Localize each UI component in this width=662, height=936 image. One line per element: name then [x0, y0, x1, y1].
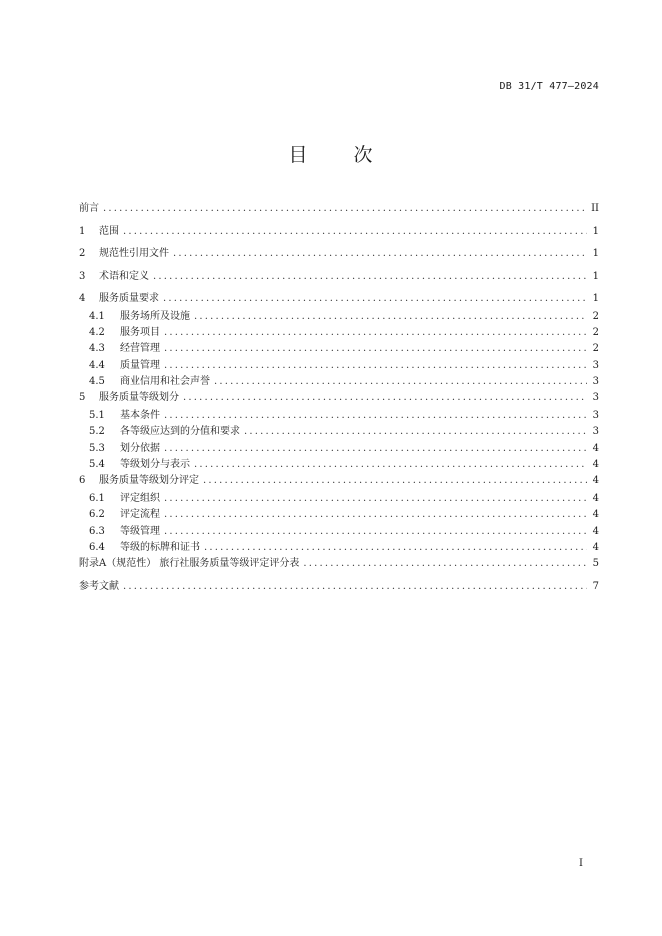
toc-entry-title: 基本条件: [120, 410, 160, 421]
toc-leader-dots: [103, 201, 587, 216]
toc-leader-dots: [164, 408, 587, 423]
toc-entry[interactable]: [79, 441, 599, 455]
toc-entry[interactable]: [79, 408, 599, 422]
toc-entry[interactable]: [79, 246, 599, 261]
toc-entry-page: 4: [592, 525, 599, 537]
toc-entry-page: 1: [592, 270, 599, 282]
toc-entry[interactable]: [79, 269, 599, 284]
toc-leader-dots: [194, 457, 587, 472]
toc-entry-title: 附录A（规范性） 旅行社服务质量等级评定评分表: [79, 558, 300, 570]
toc-entry-number: 1: [79, 225, 86, 237]
toc-entry-title: 商业信用和社会声誉: [120, 376, 210, 388]
toc-entry[interactable]: [79, 341, 599, 355]
toc-entry-page: 1: [592, 248, 599, 260]
toc-leader-dots: [164, 491, 587, 506]
toc-entry[interactable]: [79, 579, 599, 594]
toc-entry-page: 1: [592, 293, 599, 305]
toc-leader-dots: [194, 309, 587, 324]
toc-entry[interactable]: [79, 390, 599, 405]
toc-entry-number: 5: [79, 392, 86, 404]
toc-leader-dots: [164, 341, 587, 356]
toc-entry-title: 前言: [79, 203, 99, 214]
toc-entry[interactable]: [79, 507, 599, 521]
toc-entry-title: 等级的标牌和证书: [120, 541, 200, 553]
toc-entry-number: 5.4: [89, 459, 105, 471]
page-title: 目 次: [288, 144, 374, 166]
toc-entry-title: 规范性引用文件: [99, 248, 169, 260]
toc-entry[interactable]: [79, 491, 599, 505]
toc-entry[interactable]: [79, 309, 599, 323]
toc-entry-title: 划分依据: [120, 442, 160, 454]
toc-entry-page: 4: [592, 459, 599, 471]
toc-entry-title: 范围: [99, 225, 119, 237]
toc-entry[interactable]: [79, 473, 599, 488]
toc-entry-title: 服务项目: [120, 327, 160, 339]
toc-entry-number: 3: [79, 270, 86, 282]
toc-entry-page: II: [591, 203, 599, 214]
toc-entry-number: 6.4: [89, 541, 105, 553]
toc-entry[interactable]: [79, 374, 599, 388]
toc-leader-dots: [303, 556, 587, 571]
toc-leader-dots: [164, 441, 587, 456]
toc-leader-dots: [214, 374, 587, 389]
toc-entry-number: 4.4: [89, 359, 105, 371]
toc-entry-title: 评定组织: [120, 492, 160, 504]
toc-entry-page: 4: [592, 509, 599, 521]
toc-entry[interactable]: [79, 556, 599, 571]
toc-entry-page: 3: [592, 392, 599, 404]
toc-entry-page: 4: [592, 492, 599, 504]
toc-entry-page: 5: [592, 558, 599, 570]
table-of-contents: [79, 201, 599, 601]
toc-entry-number: 2: [79, 248, 86, 260]
toc-entry[interactable]: [79, 358, 599, 372]
toc-entry[interactable]: [79, 291, 599, 306]
toc-entry-number: 6.3: [89, 525, 105, 537]
toc-entry-title: 经营管理: [120, 343, 160, 355]
toc-entry[interactable]: [79, 457, 599, 471]
toc-entry-page: 1: [592, 225, 599, 237]
toc-leader-dots: [183, 390, 587, 405]
toc-entry-title: 各等级应达到的分值和要求: [120, 426, 240, 438]
toc-entry-title: 服务质量等级划分: [99, 392, 179, 404]
toc-entry-page: 4: [592, 541, 599, 553]
toc-leader-dots: [123, 579, 587, 594]
toc-entry[interactable]: [79, 224, 599, 239]
toc-entry-number: 6: [79, 475, 86, 487]
toc-leader-dots: [153, 269, 587, 284]
toc-leader-dots: [203, 473, 587, 488]
toc-entry-page: 7: [592, 580, 599, 592]
toc-entry-title: 术语和定义: [99, 270, 149, 282]
toc-entry-number: 5.3: [89, 442, 105, 454]
toc-entry-page: 3: [592, 410, 599, 421]
toc-entry-number: 4.3: [89, 343, 105, 355]
toc-leader-dots: [204, 540, 587, 555]
toc-entry-title: 评定流程: [120, 509, 160, 521]
toc-entry-number: 5.2: [89, 426, 105, 438]
toc-entry[interactable]: [79, 424, 599, 438]
toc-leader-dots: [164, 325, 587, 340]
toc-entry-page: 3: [592, 376, 599, 388]
standard-number: DB 31/T 477—2024: [499, 81, 599, 92]
toc-entry[interactable]: [79, 201, 599, 216]
toc-entry-number: 5.1: [89, 410, 105, 421]
toc-leader-dots: [164, 524, 587, 539]
toc-entry-page: 3: [592, 426, 599, 438]
toc-entry-number: 4: [79, 293, 86, 305]
toc-leader-dots: [173, 246, 587, 261]
toc-entry-page: 3: [592, 359, 599, 371]
toc-entry-page: 2: [592, 310, 599, 322]
toc-entry[interactable]: [79, 325, 599, 339]
toc-entry-title: 质量管理: [120, 359, 160, 371]
toc-entry-number: 4.2: [89, 327, 105, 339]
toc-entry-page: 2: [592, 327, 599, 339]
toc-leader-dots: [164, 358, 587, 373]
toc-entry-page: 4: [592, 442, 599, 454]
toc-entry[interactable]: [79, 540, 599, 554]
toc-entry-number: 6.2: [89, 509, 105, 521]
toc-entry-number: 4.1: [89, 310, 105, 322]
toc-entry-number: 6.1: [89, 492, 105, 504]
toc-entry-title: 服务场所及设施: [120, 310, 190, 322]
toc-entry-page: 2: [592, 343, 599, 355]
toc-leader-dots: [163, 291, 587, 306]
toc-leader-dots: [123, 224, 587, 239]
toc-entry[interactable]: [79, 524, 599, 538]
toc-entry-title: 等级管理: [120, 525, 160, 537]
page-number: I: [579, 858, 583, 869]
toc-entry-title: 参考文献: [79, 580, 119, 592]
toc-entry-page: 4: [592, 475, 599, 487]
toc-entry-title: 服务质量等级划分评定: [99, 475, 199, 487]
toc-entry-title: 服务质量要求: [99, 293, 159, 305]
toc-entry-title: 等级划分与表示: [120, 459, 190, 471]
toc-leader-dots: [164, 507, 587, 522]
toc-entry-number: 4.5: [89, 376, 105, 388]
toc-leader-dots: [244, 424, 587, 439]
